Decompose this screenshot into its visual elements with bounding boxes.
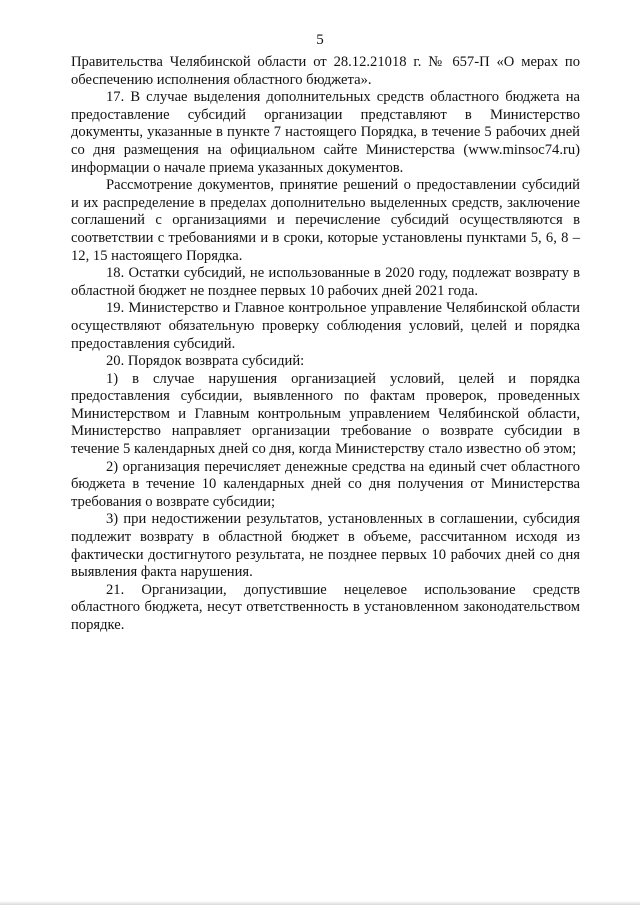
paragraph-item-21: 21. Организации, допустившие нецелевое использование средств областного бюджета, несут ответственность в установленном законодательством порядке.: [71, 581, 580, 633]
paragraph-item-20: 20. Порядок возврата субсидий:: [106, 353, 305, 370]
paragraph-item-18: 18. Остатки субсидий, не использованные в 2020 году, подлежат возврату в областной бюджет не позднее первых 10 рабочих дней 2021 года.: [71, 265, 580, 299]
paragraph-item-19: 19. Министерство и Главное контрольное управление Челябинской области осуществляют обязательную проверку соблюдения условий, целей и порядка предоставления субсидий.: [71, 300, 580, 352]
paragraph-item-20-2: 2) организация перечисляет денежные средства на единый счет областного бюджета в течение 10 календарных дней со дня получения от Министерства требования о возврате субсидии;: [71, 458, 580, 510]
paragraph-item-20-1: 1) в случае нарушения организацией условий, целей и порядка предоставления субсидии, выявленного по фактам проверок, проведенных Министерством и Главным контрольным управлением Челябинской области, Министерство направляет организации требование о возврате субсидии в течение 5 календарных дней со дня, когда Министерству стало известно об этом;: [71, 370, 580, 458]
paragraph-item-20-3: 3) при недостижении результатов, установленных в соглашении, субсидия подлежит возврату в областной бюджет в объеме, рассчитанном исходя из фактически достигнутого результата, не позднее первых 10 рабочих дней со дня выявления факта нарушения.: [71, 511, 580, 581]
scan-bottom-edge: [0, 901, 640, 905]
paragraph-item-17: 17. В случае выделения дополнительных средств областного бюджета на предоставление субсидий организации представляют в Министерство документы, указанные в пункте 7 настоящего Порядка, в течение 5 рабочих дней со дня размещения на официальном сайте Министерства (www.minsoc74.ru) информации о начале приема указанных документов.: [71, 89, 580, 176]
paragraph-item-17-review: Рассмотрение документов, принятие решений о предоставлении субсидий и их распределение в пределах дополнительно выделенных средств, заключение соглашений с организациями и перечисление субсидий осуществляются в соответствии с требованиями и в сроки, которые установлены пунктами 5, 6, 8 – 12, 15 настоящего Порядка.: [71, 177, 580, 264]
paragraph-continuation: Правительства Челябинской области от 28.12.21018 г. № 657-П «О мерах по обеспечению исполнения областного бюджета».: [71, 54, 580, 88]
document-body: [71, 54, 580, 635]
page-number: 5: [316, 32, 324, 48]
